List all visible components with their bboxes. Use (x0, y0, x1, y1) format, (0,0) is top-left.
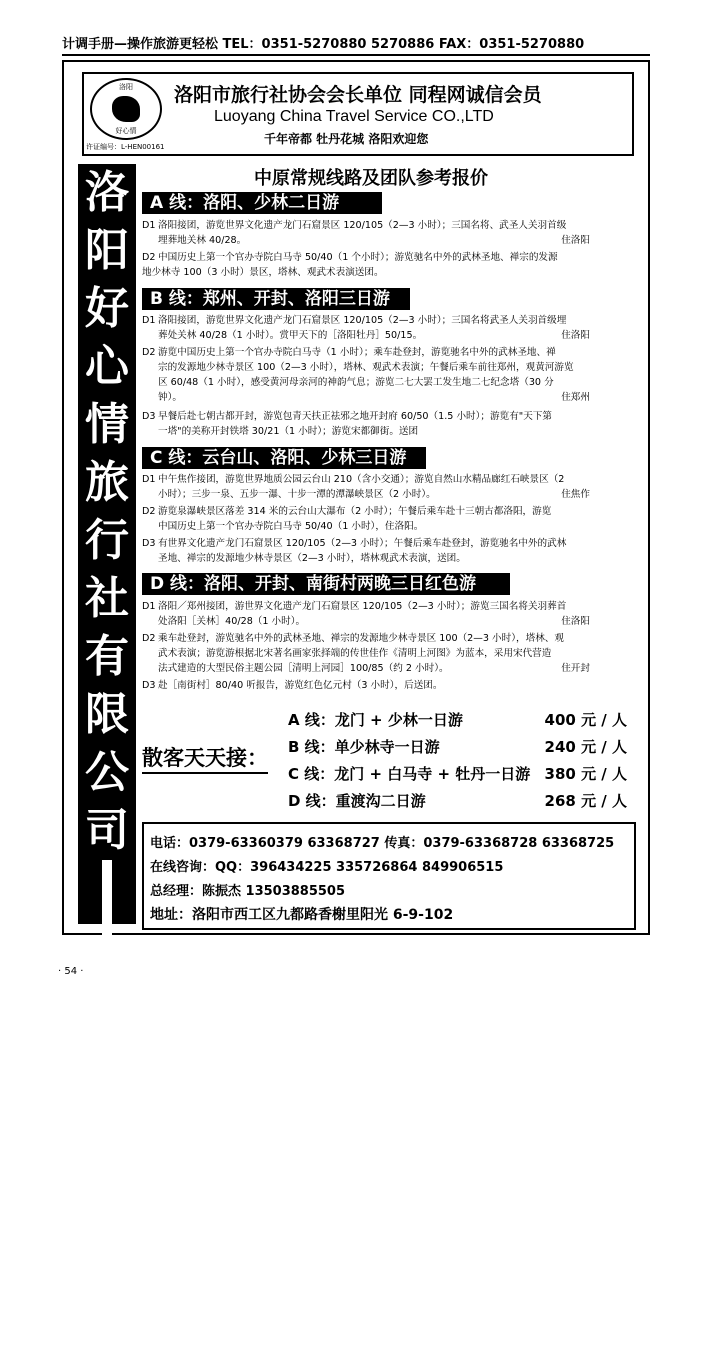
price-row (288, 789, 633, 813)
price-row (288, 708, 633, 732)
day-text: 赴［南街村］80/40 听报告，游览红色亿元村（3 小时），后送团。 (158, 680, 443, 691)
stay-city: 住郑州 (561, 392, 590, 403)
sidebar-dash (102, 860, 112, 948)
contact-manager: 总经理：陈振杰 13503885505 (150, 884, 346, 899)
line-c-day1 (142, 472, 636, 502)
day-label: D2 (142, 633, 156, 644)
day-text: 处洛阳［关林］40/28（1 小时）。 (158, 616, 306, 627)
sidebar-char: 接 (85, 1241, 129, 1292)
sidebar-char: 洛 (85, 167, 129, 218)
stay-city: 住焦作 (561, 489, 590, 500)
line-b-day1 (142, 313, 636, 343)
price-route: D 线：重渡沟二日游 (288, 792, 426, 810)
sidebar-char: 业 (85, 1125, 129, 1176)
price-value: 380 元 / 人 (544, 765, 627, 783)
price-route: B 线：单少林寺一日游 (288, 738, 440, 756)
sidebar-char: 有 (85, 631, 129, 682)
logo-top-text: 洛阳 (119, 83, 133, 91)
stay-city: 住洛阳 (561, 235, 590, 246)
page-number: · 54 · (58, 966, 84, 977)
sidebar-char: 公 (85, 747, 129, 798)
line-a-day2 (142, 250, 636, 280)
day-label: D3 (142, 411, 156, 422)
daily-tours-heading: 散客天天接： (142, 742, 268, 774)
day-text: 武术表演；游览游根据北宋著名画家张择端的传世佳作《清明上河图》为蓝本，采用宋代营造 (158, 648, 552, 659)
day-text: 游览中国历史上第一个官办寺院白马寺（1 小时）；乘车赴登封，游览驰名中外的武林圣地、禅 (158, 347, 556, 358)
sidebar-char: 中 (85, 951, 129, 1002)
logo-bottom-text: 好心情 (115, 127, 137, 135)
day-text: 钟）。 (158, 392, 182, 403)
line-b-title: B 线：郑州、开封、洛阳三日游 (142, 288, 410, 310)
day-label: D1 (142, 474, 156, 485)
day-text: 有世界文化遗产龙门石窟景区 120/105（2—3 小时）；午餐后乘车赴登封，游览驰名中外的武林 (158, 538, 567, 549)
top-banner: 计调手册—操作旅游更轻松 TEL：0351-5270880 5270886 FAX：0351-5270880 (62, 35, 650, 56)
day-label: D1 (142, 220, 156, 231)
day-text: 区 60/48（1 小时），感受黄河母亲河的神韵气息；游览二七大罢工发生地二七纪念塔（30 分 (158, 377, 554, 388)
day-label: D1 (142, 601, 156, 612)
day-text: 游览泉瀑峡景区落差 314 米的云台山大瀑布（2 小时）；午餐后乘车赴十三朝古都洛阳，游览 (158, 506, 552, 517)
line-d-day3 (142, 678, 636, 693)
license-number: 许证编号：L-HEN00161 (86, 143, 165, 151)
day-text: 葬处关林 40/28（1 小时）。赏甲天下的［洛阳牡丹］50/15。 (158, 330, 423, 341)
day-text: 洛阳／郑州接团，游世界文化遗产龙门石窟景区 120/105（2—3 小时）；游览三国名将关羽葬首 (158, 601, 567, 612)
contact-box (142, 822, 636, 930)
day-label: D3 (142, 680, 156, 691)
agency-header (82, 72, 634, 156)
day-text: 一塔"的美称开封铁塔 30/21（1 小时）；游览宋都御街。送团 (158, 426, 419, 437)
line-d-day1 (142, 599, 636, 629)
day-text: 宗的发源地少林寺景区 100（2—3 小时），塔林、观武术表演；午餐后乘车前往郑州，观黄河游览 (158, 362, 574, 373)
day-text: 中国历史上第一个官办寺院白马寺 50/40（1 个小时）；游览驰名中外的武林圣地、禅宗的发源 (158, 252, 558, 263)
sidebar-char: 原 (85, 1009, 129, 1060)
price-row (288, 735, 633, 759)
line-b-day3 (142, 409, 636, 439)
contact-qq: 在线咨询：QQ：396434225 335726864 849906515 (150, 860, 504, 875)
sidebar-char: 司 (85, 805, 129, 856)
line-b-day2 (142, 345, 636, 405)
stay-city: 住洛阳 (561, 330, 590, 341)
day-text: 埋葬地关林 40/28。 (158, 235, 247, 246)
sidebar-char: 行 (85, 515, 129, 566)
stay-city: 住开封 (561, 663, 590, 674)
line-c-title: C 线：云台山、洛阳、少林三日游 (142, 447, 426, 469)
horse-icon (112, 96, 140, 122)
day-text: 中午焦作接团，游览世界地质公园云台山 210（含小交通）；游览自然山水精品廊红石峡景区（2 (158, 474, 565, 485)
line-a-title: A 线：洛阳、少林二日游 (142, 192, 382, 214)
line-c-day2 (142, 504, 636, 534)
sidebar-char: 好 (85, 283, 129, 334)
day-text: 圣地、禅宗的发源地少林寺景区（2—3 小时），塔林观武术表演，送团。 (158, 553, 466, 564)
sidebar-char: 限 (85, 689, 129, 740)
day-label: D3 (142, 538, 156, 549)
header-title: 洛阳市旅行社协会会长单位 同程网诚信会员 (174, 84, 542, 106)
day-text: 中国历史上第一个官办寺院白马寺 50/40（1 小时），住洛阳。 (158, 521, 424, 532)
price-value: 240 元 / 人 (544, 738, 627, 756)
sidebar-char: 社 (85, 1299, 129, 1350)
agency-logo (90, 78, 162, 140)
price-route: A 线：龙门 + 少林一日游 (288, 711, 463, 729)
main-title: 中原常规线路及团队参考报价 (254, 168, 488, 189)
contact-address: 地址：洛阳市西工区九都路香榭里阳光 6-9-102 (150, 907, 454, 923)
day-label: D2 (142, 506, 156, 517)
price-route: C 线：龙门 + 白马寺 + 牡丹一日游 (288, 765, 531, 783)
day-text: 洛阳接团，游览世界文化遗产龙门石窟景区 120/105（2—3 小时）；三国名将、武圣人关羽首级 (158, 220, 567, 231)
day-text: 小时）；三步一泉、五步一瀑、十步一潭的潭瀑峡景区（2 小时）。 (158, 489, 436, 500)
header-slogan: 千年帝都 牡丹花城 洛阳欢迎您 (264, 132, 429, 146)
sidebar-char: 社 (85, 573, 129, 624)
day-text: 法式建造的大型民俗主题公园［清明上河园］100/85（约 2 小时）。 (158, 663, 449, 674)
day-label: D2 (142, 347, 156, 358)
stay-city: 住洛阳 (561, 616, 590, 627)
sidebar-char: 心 (85, 341, 129, 392)
price-value: 400 元 / 人 (544, 711, 627, 729)
header-english-name: Luoyang China Travel Service CO.,LTD (214, 108, 494, 125)
sidebar-char: 专 (85, 1067, 129, 1118)
day-text: 地少林寺 100（3 小时）景区，塔林、观武术表演送团。 (142, 267, 384, 278)
sidebar-char: 旅 (85, 457, 129, 508)
sidebar-char: 地 (85, 1183, 129, 1234)
day-label: D1 (142, 315, 156, 326)
line-d-title: D 线：洛阳、开封、南街村两晚三日红色游 (142, 573, 510, 595)
sidebar-char: 情 (85, 399, 129, 450)
price-value: 268 元 / 人 (544, 792, 627, 810)
line-a-day1 (142, 218, 636, 248)
day-text: 洛阳接团，游览世界文化遗产龙门石窟景区 120/105（2—3 小时）；三国名将武圣人关羽首级埋 (158, 315, 567, 326)
day-text: 乘车赴登封，游览驰名中外的武林圣地、禅宗的发源地少林寺景区 100（2—3 小时），塔林、观 (158, 633, 564, 644)
day-text: 早餐后赴七朝古都开封，游览包青天扶正祛邪之地开封府 60/50（1.5 小时）；游览有"天下第 (158, 411, 552, 422)
company-name-sidebar (78, 164, 136, 1350)
day-label: D2 (142, 252, 156, 263)
sidebar-char: 阳 (85, 225, 129, 276)
contact-phone: 电话：0379-63360379 63368727 传真：0379-63368728 63368725 (150, 836, 615, 851)
line-d-day2 (142, 631, 636, 676)
line-c-day3 (142, 536, 636, 566)
price-row (288, 762, 633, 786)
